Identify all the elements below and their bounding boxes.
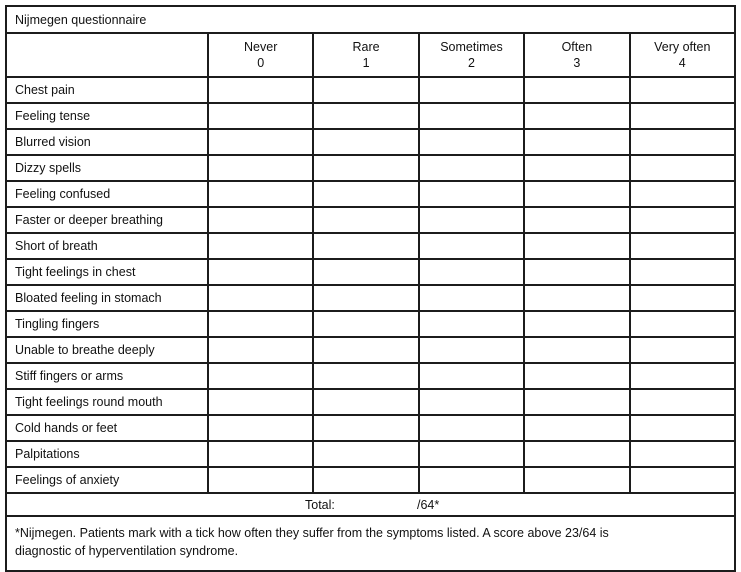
tick-cell[interactable] (630, 337, 735, 363)
tick-cell[interactable] (313, 311, 418, 337)
total-cell (6, 493, 735, 516)
table-row (6, 363, 735, 389)
tick-cell[interactable] (313, 155, 418, 181)
title-row (6, 6, 735, 33)
symptom-label: Dizzy spells (6, 155, 208, 181)
tick-cell[interactable] (419, 415, 524, 441)
table-row (6, 129, 735, 155)
column-score: 4 (678, 56, 686, 70)
tick-cell[interactable] (313, 415, 418, 441)
questionnaire-title: Nijmegen questionnaire (6, 6, 735, 33)
column-label: Never (244, 40, 278, 54)
tick-cell[interactable] (208, 207, 313, 233)
column-label: Often (561, 40, 593, 54)
footnote-row (6, 516, 735, 571)
table-row (6, 77, 735, 103)
tick-cell[interactable] (630, 103, 735, 129)
tick-cell[interactable] (208, 363, 313, 389)
tick-cell[interactable] (208, 103, 313, 129)
header-corner-cell (6, 33, 208, 77)
tick-cell[interactable] (419, 103, 524, 129)
column-header-often (524, 33, 629, 77)
column-score: 2 (468, 56, 475, 70)
tick-cell[interactable] (524, 389, 629, 415)
table-row (6, 103, 735, 129)
tick-cell[interactable] (313, 285, 418, 311)
tick-cell[interactable] (208, 129, 313, 155)
tick-cell[interactable] (524, 129, 629, 155)
tick-cell[interactable] (208, 259, 313, 285)
tick-cell[interactable] (630, 441, 735, 467)
tick-cell[interactable] (313, 337, 418, 363)
tick-cell[interactable] (524, 103, 629, 129)
total-row (6, 493, 735, 516)
tick-cell[interactable] (630, 181, 735, 207)
tick-cell[interactable] (524, 181, 629, 207)
tick-cell[interactable] (419, 337, 524, 363)
symptom-label: Feelings of anxiety (6, 467, 208, 493)
table-row (6, 467, 735, 493)
tick-cell[interactable] (208, 467, 313, 493)
table-row (6, 415, 735, 441)
tick-cell[interactable] (524, 207, 629, 233)
tick-cell[interactable] (313, 363, 418, 389)
table-row (6, 155, 735, 181)
tick-cell[interactable] (419, 129, 524, 155)
symptom-label: Palpitations (6, 441, 208, 467)
tick-cell[interactable] (524, 155, 629, 181)
tick-cell[interactable] (419, 181, 524, 207)
table-row (6, 337, 735, 363)
column-header-very-often (630, 33, 735, 77)
column-header-rare (313, 33, 418, 77)
tick-cell[interactable] (630, 207, 735, 233)
tick-cell[interactable] (208, 337, 313, 363)
column-header-never (208, 33, 313, 77)
column-score: 0 (257, 56, 265, 70)
tick-cell[interactable] (313, 259, 418, 285)
table-row (6, 285, 735, 311)
total-value: /64* (417, 497, 440, 512)
tick-cell[interactable] (208, 441, 313, 467)
tick-cell[interactable] (524, 467, 629, 493)
symptom-label: Feeling confused (6, 181, 208, 207)
tick-cell[interactable] (630, 77, 735, 103)
symptom-label: Chest pain (6, 77, 208, 103)
header-row (6, 33, 735, 77)
tick-cell[interactable] (313, 389, 418, 415)
symptom-label: Blurred vision (6, 129, 208, 155)
tick-cell[interactable] (208, 285, 313, 311)
symptom-label: Tingling fingers (6, 311, 208, 337)
tick-cell[interactable] (524, 259, 629, 285)
column-header-sometimes (419, 33, 524, 77)
table-row (6, 389, 735, 415)
column-score: 1 (362, 56, 370, 70)
tick-cell[interactable] (419, 389, 524, 415)
tick-cell[interactable] (630, 285, 735, 311)
symptom-label: Tight feelings in chest (6, 259, 208, 285)
symptom-label: Cold hands or feet (6, 415, 208, 441)
tick-cell[interactable] (630, 155, 735, 181)
symptom-label: Stiff fingers or arms (6, 363, 208, 389)
tick-cell[interactable] (208, 311, 313, 337)
tick-cell[interactable] (419, 441, 524, 467)
tick-cell[interactable] (208, 155, 313, 181)
tick-cell[interactable] (208, 181, 313, 207)
tick-cell[interactable] (630, 259, 735, 285)
tick-cell[interactable] (313, 441, 418, 467)
table-row (6, 181, 735, 207)
tick-cell[interactable] (630, 363, 735, 389)
tick-cell[interactable] (524, 285, 629, 311)
symptom-label: Bloated feeling in stomach (6, 285, 208, 311)
tick-cell[interactable] (419, 285, 524, 311)
symptom-label: Faster or deeper breathing (6, 207, 208, 233)
tick-cell[interactable] (419, 233, 524, 259)
column-score: 3 (573, 56, 581, 70)
table-row (6, 311, 735, 337)
footnote-line-2: diagnostic of hyperventilation syndrome. (15, 544, 239, 558)
tick-cell[interactable] (630, 311, 735, 337)
tick-cell[interactable] (524, 233, 629, 259)
table-row (6, 207, 735, 233)
tick-cell[interactable] (524, 415, 629, 441)
tick-cell[interactable] (313, 129, 418, 155)
tick-cell[interactable] (524, 441, 629, 467)
tick-cell[interactable] (313, 77, 418, 103)
footnote-line-1: *Nijmegen. Patients mark with a tick how often they suffer from the symptoms listed. A score above 23/64 is (15, 526, 609, 540)
tick-cell[interactable] (313, 103, 418, 129)
table-row (6, 441, 735, 467)
footnote (6, 516, 735, 571)
total-label: Total: (305, 497, 335, 512)
tick-cell[interactable] (208, 415, 313, 441)
nijmegen-questionnaire-table (5, 5, 736, 572)
tick-cell[interactable] (630, 415, 735, 441)
table-row (6, 259, 735, 285)
tick-cell[interactable] (313, 207, 418, 233)
symptom-label: Unable to breathe deeply (6, 337, 208, 363)
tick-cell[interactable] (630, 233, 735, 259)
symptom-label: Short of breath (6, 233, 208, 259)
tick-cell[interactable] (419, 311, 524, 337)
table-row (6, 233, 735, 259)
tick-cell[interactable] (419, 363, 524, 389)
tick-cell[interactable] (524, 77, 629, 103)
tick-cell[interactable] (419, 155, 524, 181)
tick-cell[interactable] (630, 389, 735, 415)
tick-cell[interactable] (208, 233, 313, 259)
tick-cell[interactable] (419, 259, 524, 285)
tick-cell[interactable] (630, 467, 735, 493)
tick-cell[interactable] (208, 389, 313, 415)
tick-cell[interactable] (208, 77, 313, 103)
symptom-label: Feeling tense (6, 103, 208, 129)
tick-cell[interactable] (524, 363, 629, 389)
tick-cell[interactable] (313, 467, 418, 493)
column-label: Rare (352, 40, 380, 54)
tick-cell[interactable] (313, 181, 418, 207)
column-label: Very often (654, 40, 711, 54)
column-label: Sometimes (440, 40, 503, 54)
tick-cell[interactable] (419, 207, 524, 233)
symptom-label: Tight feelings round mouth (6, 389, 208, 415)
tick-cell[interactable] (419, 467, 524, 493)
tick-cell[interactable] (630, 129, 735, 155)
tick-cell[interactable] (313, 233, 418, 259)
tick-cell[interactable] (524, 311, 629, 337)
tick-cell[interactable] (419, 77, 524, 103)
tick-cell[interactable] (524, 337, 629, 363)
